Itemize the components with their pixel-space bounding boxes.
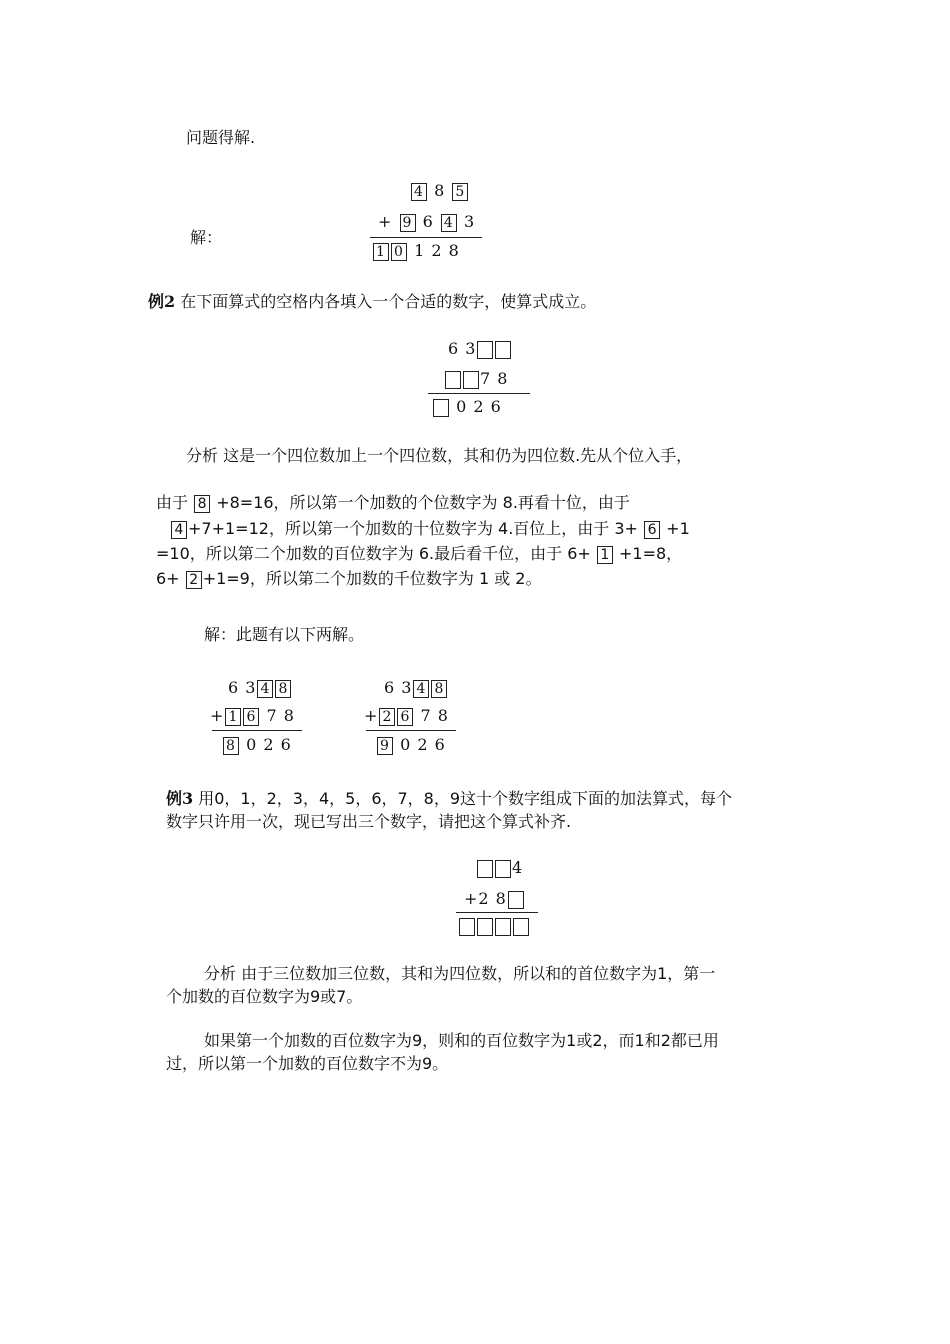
- example-3-line1: [166, 789, 732, 809]
- digit-box: 8: [223, 737, 239, 755]
- solB-row2: [364, 706, 449, 726]
- plus-sign: +: [364, 706, 379, 725]
- digit: 6: [422, 212, 434, 231]
- digit-box: 2: [186, 571, 202, 589]
- plus-sign: +: [378, 212, 393, 231]
- digit-box: 4: [413, 680, 429, 698]
- digit: 8: [448, 241, 460, 260]
- digit: 1: [414, 241, 426, 260]
- ex3-eq-row2: [464, 889, 525, 909]
- blank-box: [445, 371, 461, 389]
- blank-box: [513, 918, 529, 936]
- digit-box: 8: [194, 495, 210, 513]
- ex2-eq-row1: [448, 339, 512, 359]
- digit-box: 8: [275, 680, 291, 698]
- sum-line: [456, 912, 538, 913]
- digit: 3: [463, 212, 476, 231]
- blank-box: [508, 891, 524, 909]
- solA-row1: [228, 678, 292, 698]
- ex3-analysis-line1: 分析 由于三位数加三位数，其和为四位数，所以和的首位数字为1，第一: [204, 964, 716, 983]
- digits: 6 3: [448, 339, 477, 358]
- analysis-line-4: [156, 544, 682, 564]
- digits: 6 3: [228, 678, 257, 697]
- analysis-line-2: [156, 493, 630, 513]
- sum-line: [428, 393, 530, 394]
- digits: 4: [512, 858, 524, 877]
- blank-box: [495, 341, 511, 359]
- solB-row3: [376, 735, 446, 755]
- text: +7+1=12，所以第一个加数的十位数字为 4.百位上，由于 3+: [188, 519, 638, 538]
- digits: +2 8: [464, 889, 507, 908]
- digit-box: 6: [644, 521, 660, 539]
- blank-box: [495, 918, 511, 936]
- digits: 7 8: [480, 369, 509, 388]
- digit-box: 4: [411, 183, 427, 201]
- digit: 8: [434, 181, 446, 200]
- sol1-row2: [378, 212, 475, 232]
- blank-box: [459, 918, 475, 936]
- blank-box: [477, 918, 493, 936]
- digits: 7 8: [266, 706, 295, 725]
- text: 6+: [156, 569, 180, 588]
- digits: 7 8: [420, 706, 449, 725]
- sol1-row3: [372, 241, 460, 261]
- digits: 6 3: [384, 678, 413, 697]
- digit-box: 1: [225, 708, 241, 726]
- blank-box: [477, 860, 493, 878]
- example-3-line2: 数字只许用一次，现已写出三个数字，请把这个算式补齐.: [166, 812, 572, 831]
- blank-box: [463, 371, 479, 389]
- sum-line: [212, 730, 302, 731]
- solA-row3: [222, 735, 292, 755]
- digit-box: 8: [431, 680, 447, 698]
- ex3-analysis-line2: 个加数的百位数字为9或7。: [166, 987, 363, 1006]
- solution-label: 解：: [190, 228, 223, 247]
- example-text: 用0，1，2，3，4，5，6，7，8，9这十个数字组成下面的加法算式，每个: [198, 789, 733, 808]
- digit-box: 6: [243, 708, 259, 726]
- digits: 0 2 6: [456, 397, 502, 416]
- analysis-line-5: [156, 569, 541, 589]
- paragraph-top: 问题得解.: [186, 128, 256, 147]
- blank-box: [495, 860, 511, 878]
- ex3-paragraph2-line2: 过，所以第一个加数的百位数字不为9。: [166, 1054, 449, 1073]
- digit-box: 0: [391, 243, 407, 261]
- ex3-eq-row3: [458, 916, 530, 936]
- sum-line: [370, 237, 482, 238]
- blank-box: [477, 341, 493, 359]
- analysis-line-3: [170, 519, 690, 539]
- text: +1: [666, 519, 690, 538]
- digit-box: 9: [377, 737, 393, 755]
- example-label: 例2: [148, 292, 176, 311]
- ex2-eq-row2: [444, 369, 508, 389]
- text: +1=9，所以第二个加数的千位数字为 1 或 2。: [202, 569, 542, 588]
- digits: 0 2 6: [246, 735, 292, 754]
- ex2-eq-row3: [432, 397, 502, 417]
- digit-box: 1: [373, 243, 389, 261]
- solA-row2: [210, 706, 295, 726]
- digit-box: 4: [441, 214, 457, 232]
- text: +8=16，所以第一个加数的个位数字为 8.再看十位，由于: [216, 493, 630, 512]
- text: +1=8，: [618, 544, 683, 563]
- text: 由于: [156, 493, 189, 512]
- example-text: 在下面算式的空格内各填入一个合适的数字，使算式成立。: [180, 292, 597, 311]
- plus-sign: +: [210, 706, 225, 725]
- text: =10，所以第二个加数的百位数字为 6.最后看千位，由于 6+: [156, 544, 591, 563]
- solB-row1: [384, 678, 448, 698]
- digit-box: 9: [400, 214, 416, 232]
- digit-box: 2: [379, 708, 395, 726]
- digit-box: 4: [257, 680, 273, 698]
- sol1-row1: [410, 181, 469, 201]
- ex3-paragraph2-line1: 如果第一个加数的百位数字为9，则和的百位数字为1或2，而1和2都已用: [204, 1031, 719, 1050]
- digit-box: 6: [397, 708, 413, 726]
- digits: 0 2 6: [400, 735, 446, 754]
- ex3-eq-row1: [476, 858, 523, 878]
- digit-box: 4: [171, 521, 187, 539]
- digit: 2: [431, 241, 443, 260]
- digit-box: 1: [597, 546, 613, 564]
- blank-box: [433, 399, 449, 417]
- analysis-line-1: 分析 这是一个四位数加上一个四位数，其和仍为四位数.先从个位入手，: [186, 446, 693, 465]
- example-2-heading: [148, 292, 596, 312]
- solution-intro: 解：此题有以下两解。: [204, 625, 365, 644]
- digit-box: 5: [452, 183, 468, 201]
- example-label: 例3: [166, 789, 194, 808]
- sum-line: [366, 730, 456, 731]
